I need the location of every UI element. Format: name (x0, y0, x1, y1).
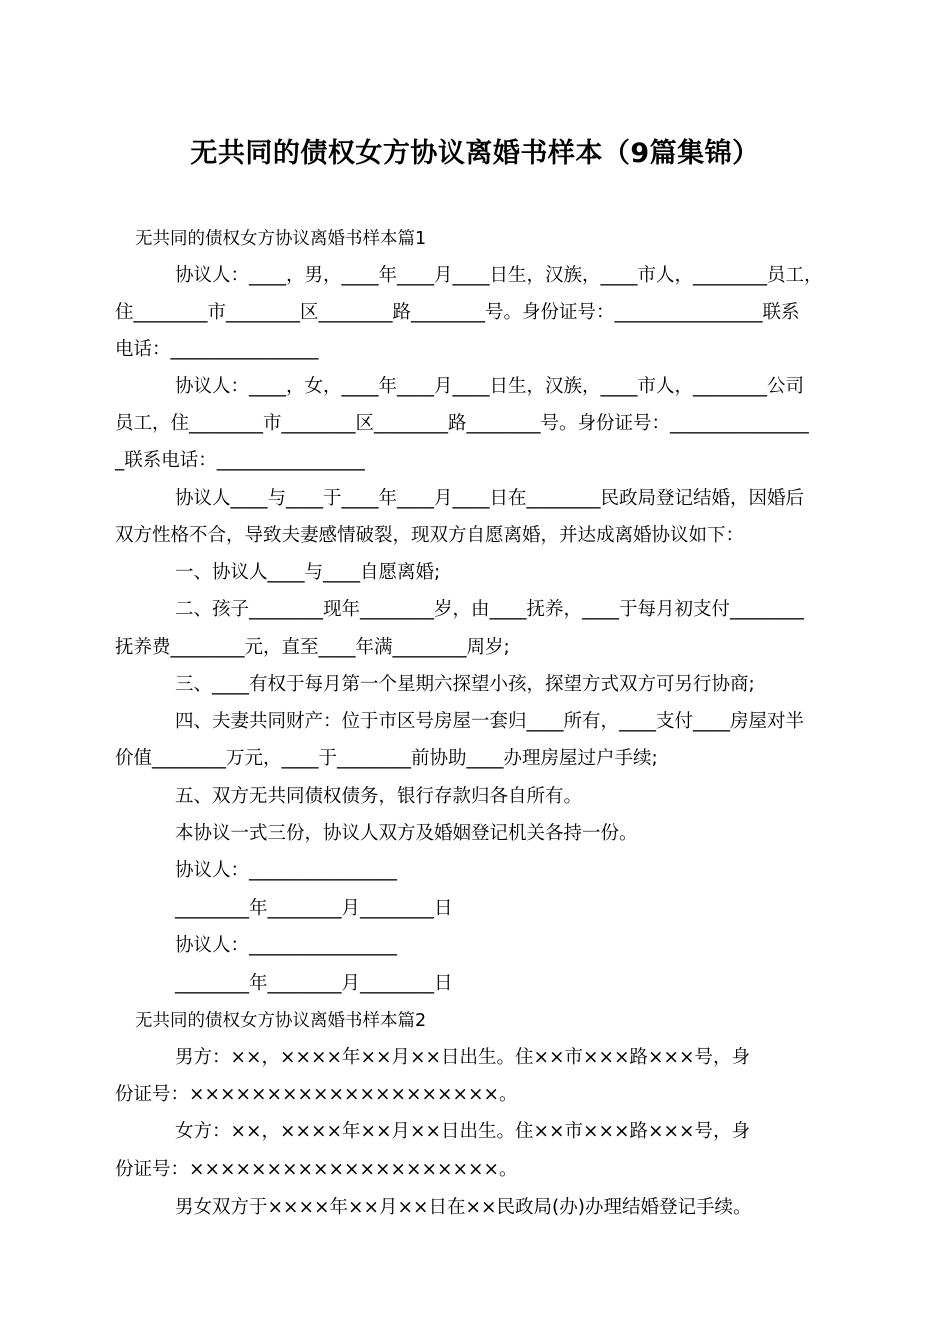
paragraph-line: 份证号：××××××××××××××××××××。 (115, 1159, 518, 1180)
paragraph-line: 五、双方无共同债权债务，银行存款归各自所有。 (175, 786, 583, 807)
paragraph-line: 电话：________________ (115, 339, 319, 360)
paragraph-line: 男女双方于××××年××月××日在××民政局(办)办理结婚登记手续。 (175, 1197, 752, 1218)
section-heading-2: 无共同的债权女方协议离婚书样本篇2 (135, 1011, 427, 1031)
signature-line: 协议人：________________ (175, 935, 398, 956)
paragraph-line: 员工，住________市________区________路________号。身份证号：_______________ (115, 413, 809, 434)
paragraph-line: 一、协议人____与____自愿离婚; (175, 562, 441, 583)
paragraph-line: 协议人：____，男，____年____月____日生，汉族，____市人，________员工， (175, 265, 823, 286)
paragraph-line: _联系电话：________________ (115, 450, 365, 471)
paragraph-line: 女方：××，××××年××月××日出生。住××市×××路×××号，身 (175, 1121, 751, 1142)
paragraph-line: 协议人____与____于____年____月____日在________民政局登记结婚，因婚后 (175, 488, 805, 509)
section-heading-1: 无共同的债权女方协议离婚书样本篇1 (135, 229, 427, 249)
paragraph-line: 抚养费________元，直至____年满________周岁; (115, 637, 510, 658)
paragraph-line: 双方性格不合，导致夫妻感情破裂，现双方自愿离婚，并达成离婚协议如下： (115, 525, 745, 546)
date-line: ________年________月________日 (175, 973, 453, 994)
paragraph-line: 价值________万元，____于________前协助____办理房屋过户手续; (115, 748, 658, 769)
paragraph-line: 份证号：××××××××××××××××××××。 (115, 1084, 518, 1105)
document-title: 无共同的债权女方协议离婚书样本（9篇集锦） (190, 138, 760, 169)
signature-line: 协议人：________________ (175, 860, 398, 881)
paragraph-line: 三、____有权于每月第一个星期六探望小孩，探望方式双方可另行协商; (175, 674, 755, 695)
paragraph-line: 住________市________区________路________号。身份证号：________________联系 (115, 302, 800, 323)
paragraph-line: 男方：××，××××年××月××日出生。住××市×××路×××号，身 (175, 1047, 751, 1068)
paragraph-line: 本协议一式三份，协议人双方及婚姻登记机关各持一份。 (175, 823, 638, 844)
paragraph-line: 四、夫妻共同财产：位于市区号房屋一套归____所有，____支付____房屋对半 (175, 711, 805, 732)
date-line: ________年________月________日 (175, 898, 453, 919)
paragraph-line: 协议人：____，女，____年____月____日生，汉族，____市人，________公司 (175, 376, 805, 397)
paragraph-line: 二、孩子________现年________岁，由____抚养，____于每月初支付________ (175, 599, 805, 620)
